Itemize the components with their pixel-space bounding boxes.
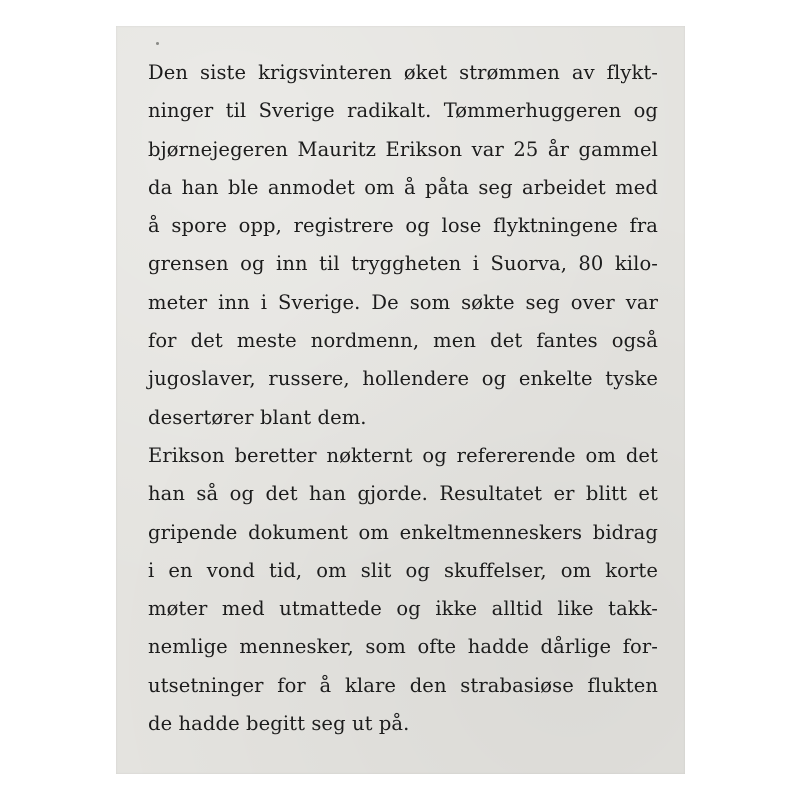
text-line: desertører blant dem. [148,405,367,429]
text-line: bjørnejegeren Mauritz Erikson var 25 år gammel [148,137,658,161]
text-line: han så og det han gjorde. Resultatet er blitt et [148,482,658,506]
text-line: grensen og inn til tryggheten i Suorva, 80 kilo- [148,252,658,276]
text-line: nemlige mennesker, som ofte hadde dårlige for- [148,635,658,659]
text-line: meter inn i Sverige. De som søkte seg over var [148,290,658,314]
text-line: i en vond tid, om slit og skuffelser, om korte [148,558,658,582]
paragraph-1 [148,54,658,437]
print-speck [156,42,159,45]
text-line: Den siste krigsvinteren øket strømmen av flykt- [148,61,658,84]
paragraph-2 [148,437,658,743]
text-line: for det meste nordmenn, men det fantes også [148,329,658,353]
text-line: utsetninger for å klare den strabasiøse flukten [148,673,658,697]
text-line: ninger til Sverige radikalt. Tømmerhuggeren og [148,99,658,123]
text-line: de hadde begitt seg ut på. [148,712,410,736]
text-line: Erikson beretter nøkternt og refererende om det [148,443,658,467]
text-line: gripende dokument om enkeltmenneskers bidrag [148,520,658,544]
body-text [148,54,658,743]
text-line: da han ble anmodet om å påta seg arbeidet med [148,175,658,199]
text-line: jugoslaver, russere, hollendere og enkelte tyske [148,367,658,391]
text-line: å spore opp, registrere og lose flyktningene fra [148,214,658,238]
text-line: møter med utmattede og ikke alltid like takk- [148,597,658,621]
